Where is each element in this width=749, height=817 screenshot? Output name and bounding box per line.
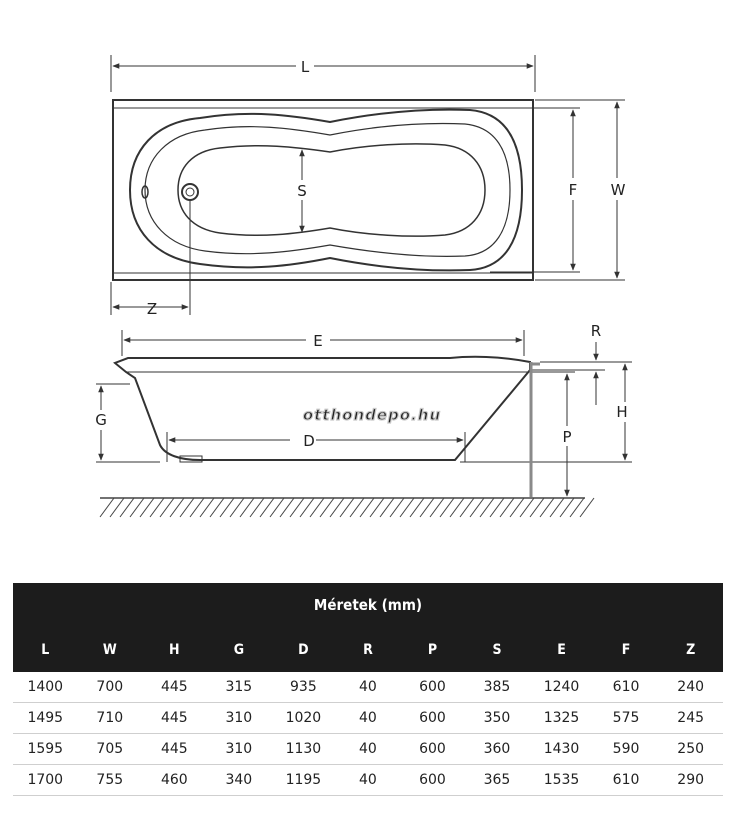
table-cell: 310 — [207, 734, 272, 765]
label-H: H — [616, 403, 628, 421]
table-cell: 290 — [658, 765, 723, 796]
table-row — [13, 734, 723, 765]
table-row — [13, 765, 723, 796]
table-cell: 245 — [658, 703, 723, 734]
table-cell: 600 — [400, 703, 465, 734]
table-cell: 610 — [594, 765, 659, 796]
tub-rim-outline — [113, 100, 533, 280]
table-cell: 445 — [142, 703, 207, 734]
dimensions-table — [13, 583, 723, 796]
table-cell: 590 — [594, 734, 659, 765]
table-cell: 1020 — [271, 703, 336, 734]
table-cell: 240 — [658, 672, 723, 703]
table-title: Méretek (mm) — [13, 583, 723, 627]
label-Z: Z — [146, 300, 158, 318]
table-cell: 600 — [400, 734, 465, 765]
basin-floor-outline — [178, 144, 485, 236]
table-cell: 310 — [207, 703, 272, 734]
table-cell: 1400 — [13, 672, 78, 703]
table-cell: 575 — [594, 703, 659, 734]
table-cell: 705 — [78, 734, 143, 765]
table-cell: 1240 — [529, 672, 594, 703]
watermark: otthondepo.hu — [302, 406, 442, 424]
basin-mid-outline — [145, 124, 510, 257]
label-P: P — [562, 428, 572, 446]
label-W: W — [610, 181, 626, 199]
table-cell: 755 — [78, 765, 143, 796]
table-cell: 40 — [336, 672, 401, 703]
label-L: L — [300, 58, 310, 76]
table-cell: 40 — [336, 734, 401, 765]
table-cell: 1430 — [529, 734, 594, 765]
table-cell: 365 — [465, 765, 530, 796]
table-cell: 350 — [465, 703, 530, 734]
col-header: Z — [658, 627, 723, 672]
top-view — [111, 55, 625, 315]
table-cell: 600 — [400, 765, 465, 796]
table-cell: 935 — [271, 672, 336, 703]
table-row — [13, 703, 723, 734]
table-header-row — [13, 627, 723, 672]
col-header: F — [594, 627, 659, 672]
table-cell: 460 — [142, 765, 207, 796]
table-cell: 250 — [658, 734, 723, 765]
label-E: E — [313, 332, 323, 350]
table-cell: 340 — [207, 765, 272, 796]
table-cell: 40 — [336, 703, 401, 734]
label-F: F — [568, 181, 578, 199]
table-cell: 385 — [465, 672, 530, 703]
table-cell: 610 — [594, 672, 659, 703]
label-D: D — [303, 432, 315, 450]
col-header: W — [78, 627, 143, 672]
table-cell: 1325 — [529, 703, 594, 734]
table-cell: 360 — [465, 734, 530, 765]
col-header: E — [529, 627, 594, 672]
table-cell: 1195 — [271, 765, 336, 796]
label-G: G — [95, 411, 107, 429]
col-header: P — [400, 627, 465, 672]
table-cell: 1700 — [13, 765, 78, 796]
label-S: S — [297, 182, 307, 200]
drain-inner — [186, 188, 194, 196]
table-cell: 700 — [78, 672, 143, 703]
col-header: D — [271, 627, 336, 672]
col-header: H — [142, 627, 207, 672]
label-R: R — [590, 322, 602, 340]
col-header: L — [13, 627, 78, 672]
table-cell: 710 — [78, 703, 143, 734]
table-cell: 445 — [142, 734, 207, 765]
drain-outer — [182, 184, 198, 200]
table-cell: 40 — [336, 765, 401, 796]
col-header: R — [336, 627, 401, 672]
table-cell: 315 — [207, 672, 272, 703]
table-cell: 600 — [400, 672, 465, 703]
table-cell: 1495 — [13, 703, 78, 734]
table-row — [13, 672, 723, 703]
table-cell: 1130 — [271, 734, 336, 765]
floor-hatching — [100, 498, 594, 517]
table-cell: 1595 — [13, 734, 78, 765]
col-header: G — [207, 627, 272, 672]
col-header: S — [465, 627, 530, 672]
table-cell: 1535 — [529, 765, 594, 796]
table-cell: 445 — [142, 672, 207, 703]
table-body — [13, 672, 723, 796]
